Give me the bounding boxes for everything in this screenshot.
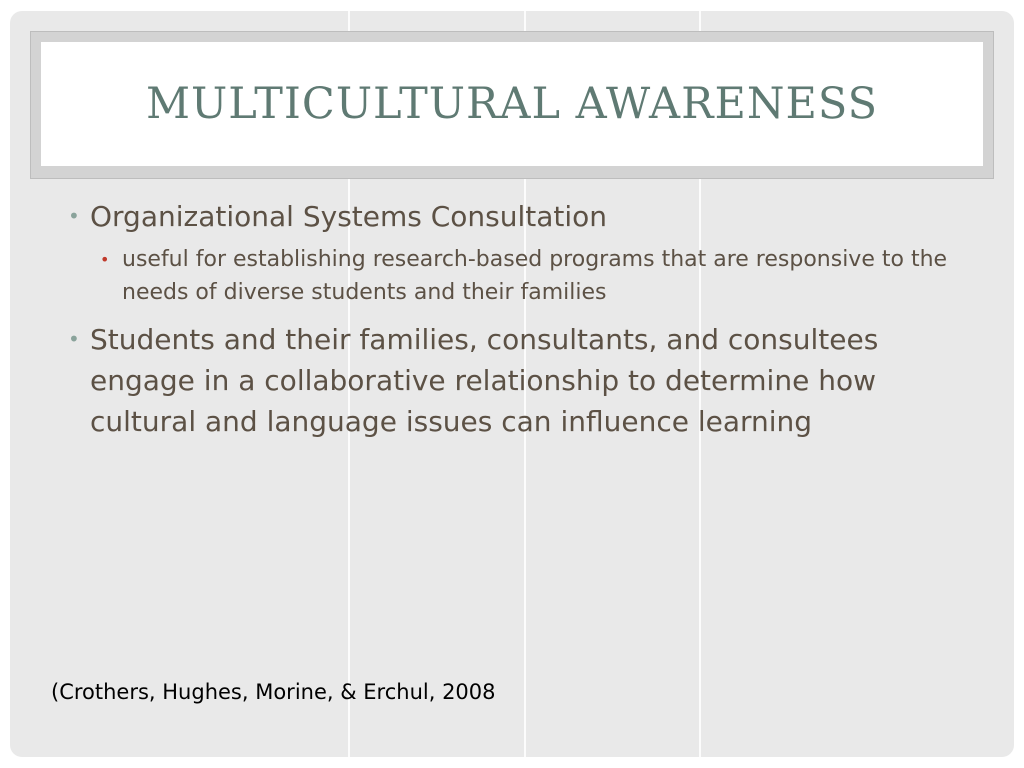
bullet-item xyxy=(64,319,964,442)
citation: (Crothers, Hughes, Morine, & Erchul, 2008 xyxy=(51,680,496,704)
title-box xyxy=(41,42,983,166)
title-frame xyxy=(30,31,994,179)
bullet-item xyxy=(64,196,964,237)
sub-bullet-text: useful for establishing research-based programs that are responsive to the needs of diverse students and their families xyxy=(122,247,948,305)
bullet-dot-icon: • xyxy=(68,204,80,228)
slide-title: MULTICULTURAL AWARENESS xyxy=(145,79,879,129)
sub-bullet-dot-icon: • xyxy=(100,250,110,269)
bullet-text: Students and their families, consultants, and consultees engage in a collaborative relationship to determine how cultural and language issues can influence learning xyxy=(90,323,879,438)
sub-bullet-item xyxy=(98,243,964,309)
bullet-text: Organizational Systems Consultation xyxy=(90,200,608,233)
bullet-dot-icon: • xyxy=(68,327,80,351)
slide-content xyxy=(64,196,964,442)
